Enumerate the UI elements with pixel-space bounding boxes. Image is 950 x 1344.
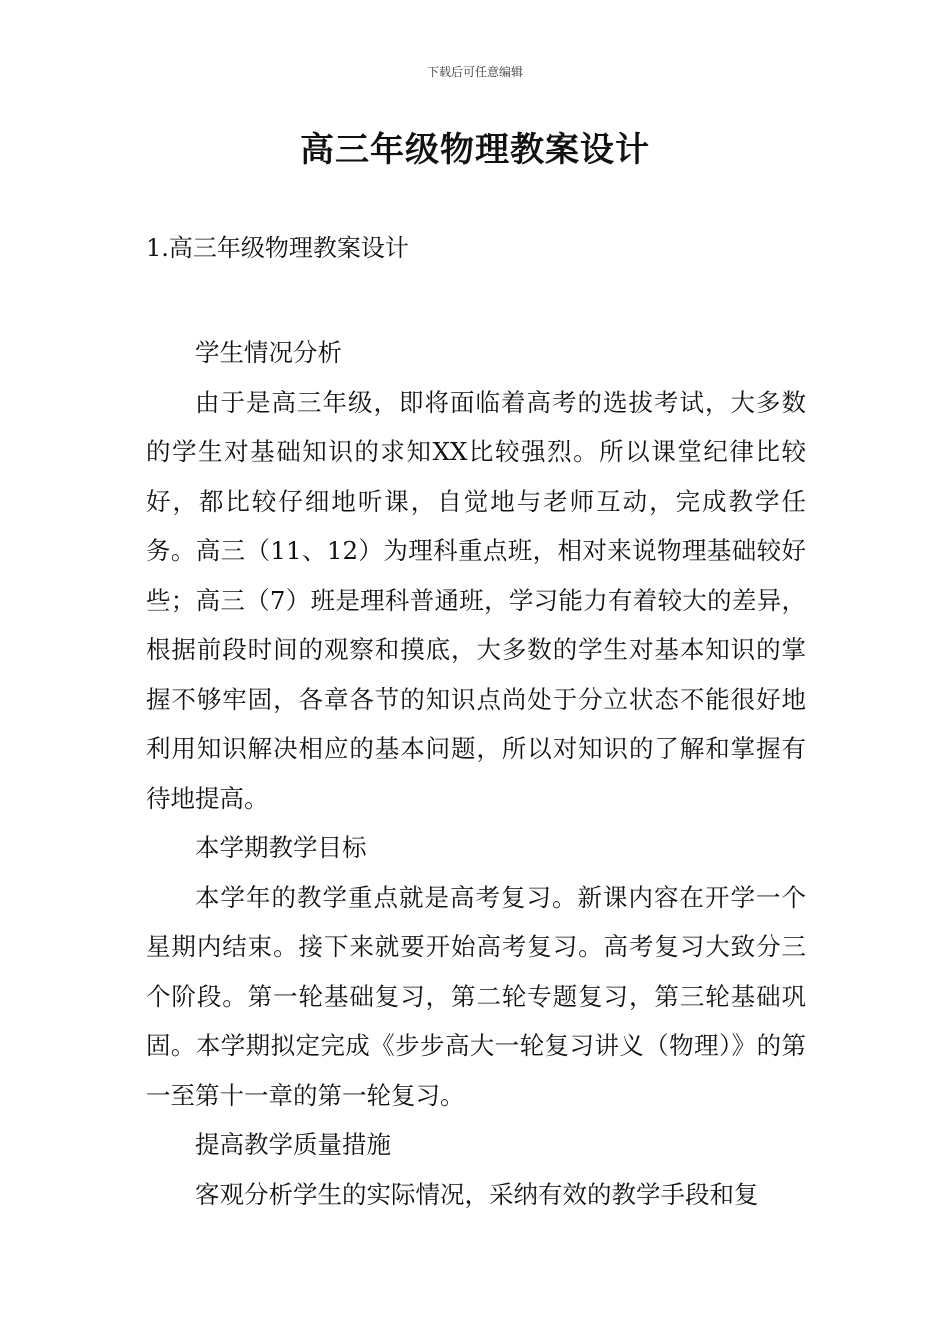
subheading-student-analysis: 学生情况分析 — [195, 338, 342, 367]
paragraph-student-analysis: 由于是高三年级，即将面临着高考的选拔考试，大多数的学生对基础知识的求知XX比较强烈。所以课堂纪律比较好，都比较仔细地听课，自觉地与老师互动，完成教学任务。高三（11、12）为理科重点班，相对来说物理基础较好些；高三（7）班是理科普通班，学习能力有着较大的差异，根据前段时间的观察和摸底，大多数的学生对基本知识的掌握不够牢固，各章各节的知识点尚处于分立状态不能很好地利用知识解决相应的基本问题，所以对知识的了解和掌握有待地提高。 — [146, 387, 806, 813]
header-note: 下载后可任意编辑 — [426, 65, 523, 79]
document-title: 高三年级物理教案设计 — [300, 130, 650, 170]
paragraph-quality-measures: 客观分析学生的实际情况，采纳有效的教学手段和复 — [195, 1179, 759, 1209]
subheading-quality-measures: 提高教学质量措施 — [195, 1130, 391, 1159]
section-heading: 1.高三年级物理教案设计 — [146, 234, 409, 262]
document-body — [146, 328, 806, 1219]
subheading-teaching-goals: 本学期教学目标 — [195, 833, 367, 862]
paragraph-teaching-goals: 本学年的教学重点就是高考复习。新课内容在开学一个星期内结束。接下来就要开始高考复习。高考复习大致分三个阶段。第一轮基础复习，第二轮专题复习，第三轮基础巩固。本学期拟定完成《步步高大一轮复习讲义（物理）》的第一至第十一章的第一轮复习。 — [146, 882, 806, 1110]
